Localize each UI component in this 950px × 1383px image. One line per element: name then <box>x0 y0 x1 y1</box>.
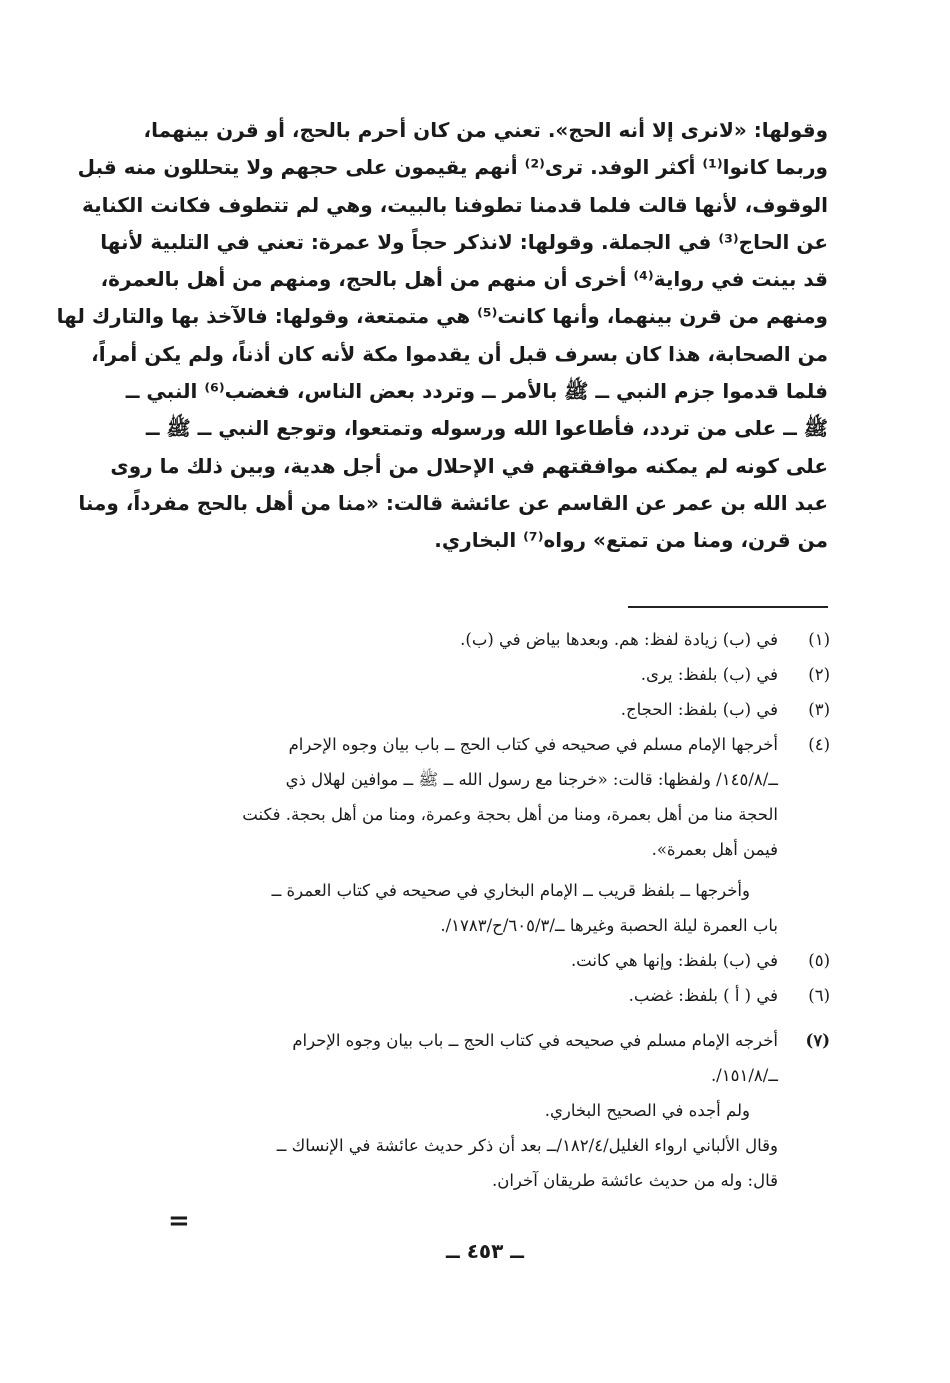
footnote-text: أخرجه الإمام مسلم في صحيحه في كتاب الحج ــ باب بيان وجوه الإحرام <box>292 1031 778 1050</box>
text-line: على كونه لم يمكنه موافقتهم في الإحلال من أجل هدية، وبين ذلك ما روى <box>110 453 828 478</box>
footnote-text: أخرجها الإمام مسلم في صحيحه في كتاب الحج ــ باب بيان وجوه الإحرام <box>288 735 778 754</box>
footnote-text: في (ب) بلفظ: وإنها هي كانت. <box>570 951 778 970</box>
text-line: عن الحاج⁽³⁾ في الجملة. وقولها: لانذكر حجاً ولا عمرة: تعني في التلبية لأنها <box>100 229 828 254</box>
footnote-number: (٤) <box>808 735 830 754</box>
footnote-7 <box>160 1023 830 1198</box>
footnote-text: وأخرجها ــ بلفظ قريب ــ الإمام البخاري في صحيحه في كتاب العمرة ــ <box>271 881 750 900</box>
footnote-text: ولم أجده في الصحيح البخاري. <box>544 1101 750 1120</box>
footnote-number: (٧) <box>805 1031 830 1050</box>
text-line: ﷺ ــ على من تردد، فأطاعوا الله ورسوله وتمتعوا، وتوجع النبي ــ ﷺ ــ <box>145 416 828 441</box>
footnote-2 <box>160 657 830 692</box>
text-line: الوقوف، لأنها قالت فلما قدمنا تطوفنا بالبيت، وهي لم تتطوف فكانت الكناية <box>81 192 828 217</box>
footnote-text: في (ب) زيادة لفظ: هم. وبعدها بياض في (ب). <box>460 630 778 649</box>
footnote-number: (٢) <box>808 665 830 684</box>
continuation-mark: = <box>168 1206 190 1236</box>
footnote-text: في ( أ ) بلفظ: غضب. <box>628 986 778 1005</box>
text-line: ومنهم من قرن بينهما، وأنها كانت⁽⁵⁾ هي متمتعة، وقولها: فالآخذ بها والتارك لها <box>56 304 828 329</box>
footnote-number: (٥) <box>808 951 830 970</box>
footnote-4 <box>160 727 830 943</box>
footnote-text: في (ب) بلفظ: الحجاج. <box>620 700 778 719</box>
text-line: وقولها: «لانرى إلا أنه الحج». تعني من كان أحرم بالحج، أو قرن بينهما، <box>143 118 828 142</box>
text-line: من الصحابة، هذا كان بسرف قبل أن يقدموا مكة لأنه كان أذناً، ولم يكن أمراً، <box>91 341 828 366</box>
footnote-text: في (ب) بلفظ: يرى. <box>640 665 778 684</box>
footnote-text: ــ/١٥١/٨/. <box>710 1066 778 1085</box>
text-line: من قرن، ومنا من تمتع» رواه⁽⁷⁾ البخاري. <box>434 528 828 553</box>
footnote-text: الحجة منا من أهل بعمرة، ومنا من أهل بحجة وعمرة، ومنا من أهل بحجة. فكنت <box>242 805 778 824</box>
footnotes <box>160 622 830 1198</box>
main-text <box>56 112 828 560</box>
footnote-1 <box>160 622 830 657</box>
page-number: ــ ٤٥٣ ــ <box>446 1239 524 1263</box>
footnote-number: (٦) <box>808 986 830 1005</box>
footnote-text: قال: وله من حديث عائشة طريقان آخران. <box>491 1171 778 1190</box>
footnote-text: باب العمرة ليلة الحصبة وغيرها ــ/٦٠٥/٣/ح/١٧٨٣/. <box>440 916 778 935</box>
footnote-text: فيمن أهل بعمرة». <box>651 840 778 859</box>
footnote-3 <box>160 692 830 727</box>
text-line: وربما كانوا⁽¹⁾ أكثر الوفد. ترى⁽²⁾ أنهم يقيمون على حجهم ولا يتحللون منه قبل <box>77 155 828 180</box>
footnote-text: ــ/١٤٥/٨/ ولفظها: قالت: «خرجنا مع رسول الله ــ ﷺ ــ موافين لهلال ذي <box>285 770 778 789</box>
footnote-5 <box>160 943 830 978</box>
footnote-number: (٣) <box>808 700 830 719</box>
text-line: فلما قدموا جزم النبي ــ ﷺ بالأمر ــ وتردد بعض الناس، فغضب⁽⁶⁾ النبي ــ <box>125 379 828 404</box>
footnote-divider <box>628 606 828 608</box>
text-line: عبد الله بن عمر عن القاسم عن عائشة قالت: «منا من أهل بالحج مفرداً، ومنا <box>78 490 828 515</box>
footnote-number: (١) <box>808 630 830 649</box>
footnote-6 <box>160 978 830 1013</box>
text-line: قد بينت في رواية⁽⁴⁾ أخرى أن منهم من أهل بالحج، ومنهم من أهل بالعمرة، <box>100 267 828 292</box>
footnote-text: وقال الألباني ارواء الغليل/١٨٢/٤/ــ بعد أن ذكر حديث عائشة في الإنساك ــ <box>276 1136 778 1155</box>
